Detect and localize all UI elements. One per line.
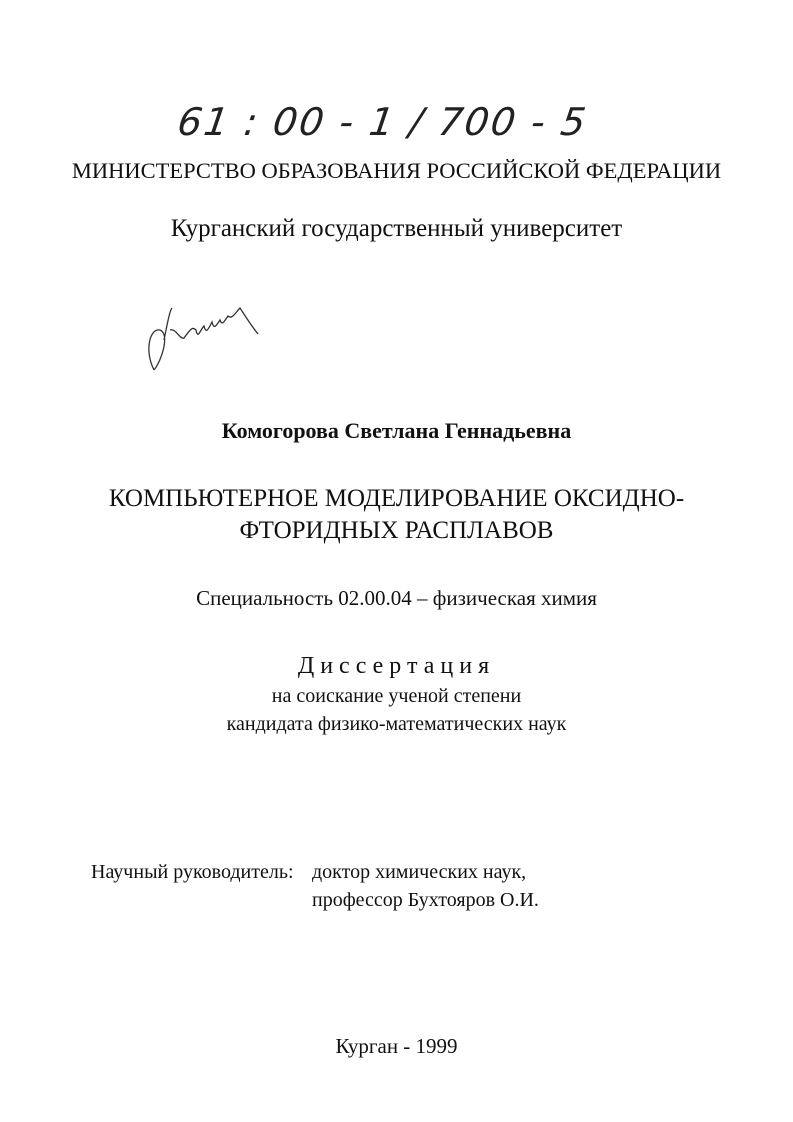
document-type: Диссертация [297,653,496,679]
handwritten-signature [140,300,280,380]
degree-line1: на соискание ученой степени [271,685,522,707]
author-name: Комогорова Светлана Геннадьевна [221,418,572,443]
thesis-title-line2: ФТОРИДНЫХ РАСПЛАВОВ [239,517,554,544]
supervisor-degree: доктор химических наук, [312,861,527,883]
university-name: Курганский государственный университет [170,215,623,242]
city-year: Курган - 1999 [335,1034,458,1058]
handwritten-archive-code: 61 : 00 - 1 / 700 - 5 [174,100,591,144]
degree-line2: кандидата физико-математических наук [226,713,567,735]
supervisor-name: профессор Бухтояров О.И. [312,889,539,911]
supervisor-label: Научный руководитель: [91,861,294,883]
thesis-title-line1: КОМПЬЮТЕРНОЕ МОДЕЛИРОВАНИЕ ОКСИДНО- [108,485,685,512]
ministry-heading: МИНИСТЕРСТВО ОБРАЗОВАНИЯ РОССИЙСКОЙ ФЕДЕРАЦИИ [71,158,722,183]
specialty: Специальность 02.00.04 – физическая химия [196,586,597,610]
